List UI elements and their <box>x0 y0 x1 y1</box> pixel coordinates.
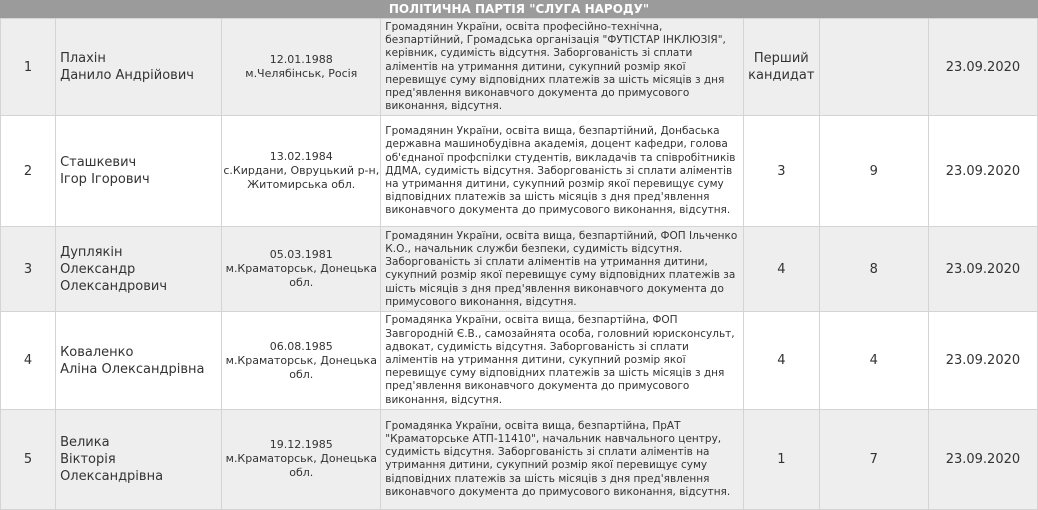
given-names: Данило Андрійович <box>60 68 194 84</box>
birth-info <box>222 227 381 312</box>
district-number: 7 <box>819 409 928 509</box>
given-names: Ігор Ігорович <box>60 172 150 188</box>
surname: Сташкевич <box>60 155 137 171</box>
table-row <box>1 19 1038 116</box>
table-row <box>1 409 1038 509</box>
candidate-name <box>56 19 222 116</box>
row-number: 3 <box>1 227 56 312</box>
registration-date: 23.09.2020 <box>928 312 1037 409</box>
registration-date: 23.09.2020 <box>928 409 1037 509</box>
list-position: Перший кандидат <box>743 19 819 116</box>
table-row <box>1 312 1038 409</box>
given-names: Вікторія <box>60 451 116 467</box>
candidates-table <box>0 18 1038 510</box>
registration-date: 23.09.2020 <box>928 116 1037 227</box>
surname: Велика <box>60 434 110 450</box>
candidate-name <box>56 312 222 409</box>
birth-info <box>222 409 381 509</box>
patronymic: Олександрівна <box>60 468 164 484</box>
district-number: 9 <box>819 116 928 227</box>
candidate-name <box>56 116 222 227</box>
birth-place: м.Краматорськ, Донецька обл. <box>225 452 377 480</box>
row-number: 4 <box>1 312 56 409</box>
birth-place: м.Краматорськ, Донецька обл. <box>225 262 377 290</box>
candidate-name <box>56 227 222 312</box>
birth-info <box>222 312 381 409</box>
row-number: 2 <box>1 116 56 227</box>
patronymic: Олександрович <box>60 278 168 294</box>
table-row <box>1 227 1038 312</box>
list-position: 3 <box>743 116 819 227</box>
birth-place: м.Челябінськ, Росія <box>245 67 358 81</box>
birth-date: 05.03.1981 <box>269 248 333 262</box>
district-number <box>819 19 928 116</box>
district-number: 4 <box>819 312 928 409</box>
candidate-info: Громадянка України, освіта вища, безпартійна, ПрАТ "Краматорське АТП-11410", начальник навчального центру, судимість відсутня. Заборгованість зі сплати аліментів на утримання дитини, сукупний розмір якої перевищує суму відповідних платежів за шість місяців з дня пред'явлення виконавчого документа до примусового виконання, відсутня. <box>381 409 744 509</box>
row-number: 5 <box>1 409 56 509</box>
given-names: Олександр <box>60 261 136 277</box>
surname: Дуплякін <box>60 244 123 260</box>
birth-date: 06.08.1985 <box>269 339 333 353</box>
table-row <box>1 116 1038 227</box>
given-names: Аліна Олександрівна <box>60 361 205 377</box>
surname: Коваленко <box>60 344 134 360</box>
candidate-name <box>56 409 222 509</box>
birth-place: м.Краматорськ, Донецька обл. <box>225 353 377 381</box>
surname: Плахін <box>60 51 106 67</box>
list-position: 1 <box>743 409 819 509</box>
candidate-info: Громадянка України, освіта вища, безпартійна, ФОП Завгородній Є.В., самозайнята особа, головний юрисконсульт, адвокат, судимість відсутня. Заборгованість зі сплати аліментів на утримання дитини, сукупний розмір якої перевищує суму відповідних платежів за шість місяців з дня пред'явлення виконавчого документа до примусового виконання, відсутня. <box>381 312 744 409</box>
candidate-info: Громадянин України, освіта професійно-технічна, безпартійний, Громадська організація "ФУТІСТАР ІНКЛЮЗІЯ", керівник, судимість відсутня. Заборгованість зі сплати аліментів на утримання дитини, сукупний розмір якої перевищує суму відповідних платежів за шість місяців з дня пред'явлення виконавчого документа до примусового виконання, відсутня. <box>381 19 744 116</box>
list-position: 4 <box>743 312 819 409</box>
birth-date: 12.01.1988 <box>269 53 333 67</box>
registration-date: 23.09.2020 <box>928 227 1037 312</box>
registration-date: 23.09.2020 <box>928 19 1037 116</box>
candidate-info: Громадянин України, освіта вища, безпартійний, Донбаська державна машинобудівна академія, доцент кафедри, голова об'єднаної профспілки студентів, викладачів та співробітників ДДМА, судимість відсутня. Заборгованість зі сплати аліментів на утримання дитини, сукупний розмір якої перевищує суму відповідних платежів за шість місяців з дня пред'явлення виконавчого документа до примусового виконання, відсутня. <box>381 116 744 227</box>
birth-place: с.Кирдани, Овруцький р-н, Житомирська обл. <box>223 164 380 192</box>
birth-info <box>222 116 381 227</box>
birth-date: 13.02.1984 <box>269 150 333 164</box>
birth-date: 19.12.1985 <box>269 438 333 452</box>
party-title: ПОЛІТИЧНА ПАРТІЯ "СЛУГА НАРОДУ" <box>0 0 1038 18</box>
district-number: 8 <box>819 227 928 312</box>
list-position: 4 <box>743 227 819 312</box>
row-number: 1 <box>1 19 56 116</box>
candidate-info: Громадянин України, освіта вища, безпартійний, ФОП Ільченко К.О., начальник служби безпеки, судимість відсутня. Заборгованість зі сплати аліментів на утримання дитини, сукупний розмір якої перевищує суму відповідних платежів за шість місяців з дня пред'явлення виконавчого документа до примусового виконання, відсутня. <box>381 227 744 312</box>
birth-info <box>222 19 381 116</box>
